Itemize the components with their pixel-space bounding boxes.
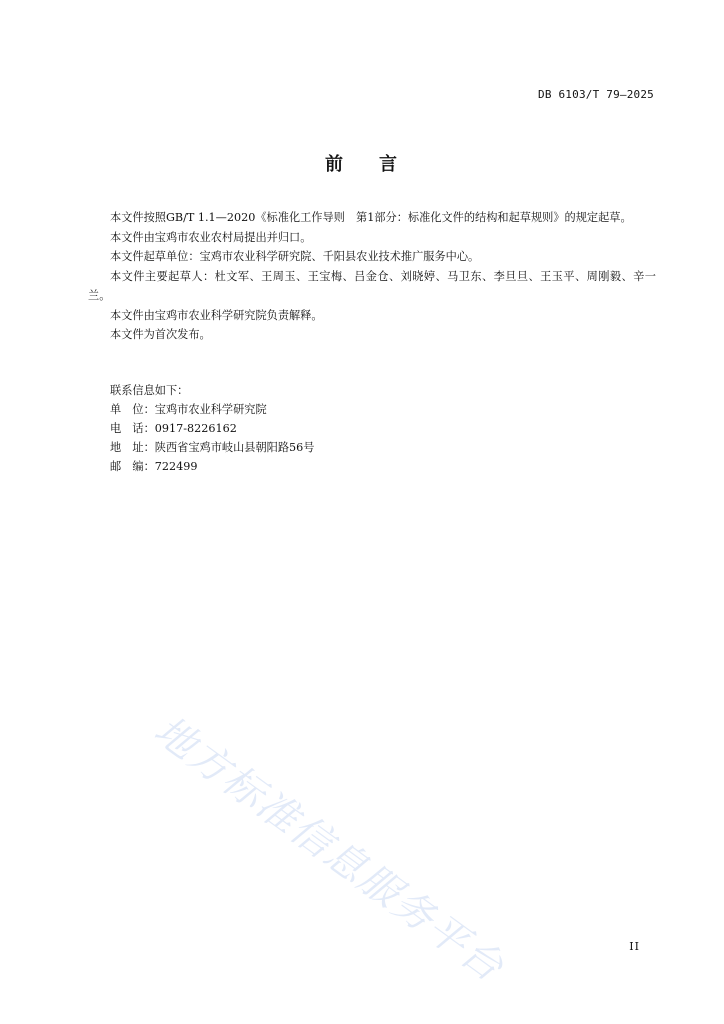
contact-row-postcode	[110, 457, 314, 476]
title-part-1: 前	[325, 154, 345, 175]
contact-value: 宝鸡市农业科学研究院	[154, 403, 267, 416]
contact-label: 单 位：	[110, 403, 155, 416]
contact-label: 地 址：	[110, 441, 155, 454]
contact-value: 陕西省宝鸡市岐山县朝阳路56号	[154, 441, 315, 454]
paragraph-drafting-units: 本文件起草单位：宝鸡市农业科学研究院、千阳县农业技术推广服务中心。	[110, 250, 480, 263]
page-title	[0, 150, 724, 176]
paragraph-drafters: 本文件主要起草人：杜文军、王周玉、王宝梅、吕金仓、刘晓婷、马卫东、李旦旦、王玉平、周刚毅、辛一兰。	[88, 269, 656, 302]
title-part-2: 言	[379, 154, 399, 175]
contact-row-phone	[110, 419, 314, 438]
document-code: DB 6103/T 79—2025	[538, 88, 654, 101]
contact-info	[110, 381, 314, 476]
contact-row-unit	[110, 400, 314, 419]
contact-label: 电 话：	[110, 422, 155, 435]
contact-row-address	[110, 438, 314, 457]
paragraph-drafting-rules: 本文件按照GB/T 1.1—2020《标准化工作导则 第1部分：标准化文件的结构和起草规则》的规定起草。	[110, 211, 632, 224]
paragraph-first-release: 本文件为首次发布。	[110, 328, 211, 341]
contact-value: 0917-8226162	[154, 422, 237, 435]
contact-value: 722499	[154, 460, 198, 473]
foreword-body	[88, 208, 656, 345]
contact-label: 邮 编：	[110, 460, 155, 473]
watermark: 地方标准信息服务平台	[145, 707, 513, 992]
paragraph-proposer: 本文件由宝鸡市农业农村局提出并归口。	[110, 230, 312, 244]
contact-heading: 联系信息如下：	[110, 384, 189, 397]
paragraph-interpretation: 本文件由宝鸡市农业科学研究院负责解释。	[110, 308, 323, 322]
page-number: II	[629, 940, 640, 953]
